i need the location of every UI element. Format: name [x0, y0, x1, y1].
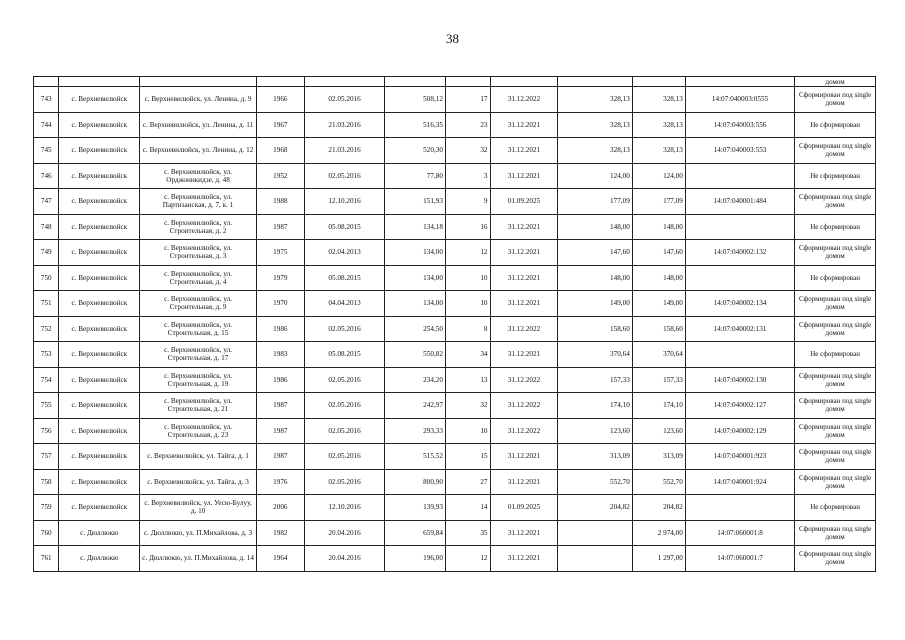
row-count: 3	[445, 163, 490, 189]
row-area: 151,93	[385, 189, 446, 215]
row-value-1: 370,64	[558, 342, 632, 368]
row-deadline: 31.12.2021	[490, 138, 558, 164]
row-count: 34	[445, 342, 490, 368]
row-value-2: 157,33	[632, 367, 685, 393]
table-row	[34, 138, 876, 164]
row-address: с. Верхневилюйск, ул. Строительная, д. 4	[140, 265, 257, 291]
row-number: 744	[34, 112, 59, 138]
row-year: 1975	[256, 240, 304, 266]
row-address: с. Верхневилюйск, ул. Строительная, д. 2	[140, 214, 257, 240]
row-settlement: с. Верхневилюйск	[59, 393, 140, 419]
row-settlement: с. Верхневилюйск	[59, 316, 140, 342]
row-value-2: 147,60	[632, 240, 685, 266]
row-area: 139,93	[385, 495, 446, 521]
row-address: с. Верхневилюйск, ул. Ленина, д. 12	[140, 138, 257, 164]
table-row	[34, 418, 876, 444]
row-deadline: 01.09.2025	[490, 189, 558, 215]
row-value-2: 1 297,00	[632, 546, 685, 572]
row-year: 2006	[256, 495, 304, 521]
row-date: 02.05.2016	[304, 316, 385, 342]
row-settlement: с. Верхневилюйск	[59, 138, 140, 164]
row-status: домом	[795, 77, 876, 87]
row-count: 35	[445, 520, 490, 546]
row-number: 754	[34, 367, 59, 393]
row-status: Не сформирован	[795, 163, 876, 189]
row-area: 800,90	[385, 469, 446, 495]
table-row	[34, 546, 876, 572]
row-count: 32	[445, 138, 490, 164]
row-deadline: 01.09.2025	[490, 495, 558, 521]
row-year: 1968	[256, 138, 304, 164]
table-row	[34, 163, 876, 189]
row-value-1: 552,70	[558, 469, 632, 495]
row-value-2: 149,00	[632, 291, 685, 317]
row-count: 9	[445, 189, 490, 215]
row-settlement: с. Верхневилюйск	[59, 469, 140, 495]
row-year: 1966	[256, 87, 304, 113]
row-date: 02.05.2016	[304, 418, 385, 444]
row-area: 134,18	[385, 214, 446, 240]
row-value-1: 124,00	[558, 163, 632, 189]
row-settlement: с. Дюллюкю	[59, 546, 140, 572]
table-header-row	[34, 77, 876, 87]
row-status: Сформирован под single домом	[795, 138, 876, 164]
row-number: 753	[34, 342, 59, 368]
row-address: с. Верхневилюйск, ул. Строительная, д. 3	[140, 240, 257, 266]
row-value-2: 124,00	[632, 163, 685, 189]
table-row	[34, 112, 876, 138]
row-value-1: 328,13	[558, 87, 632, 113]
row-date: 12.10.2016	[304, 189, 385, 215]
row-year: 1987	[256, 214, 304, 240]
row-number: 748	[34, 214, 59, 240]
table-row	[34, 444, 876, 470]
row-date: 21.03.2016	[304, 112, 385, 138]
row-value-2: 370,64	[632, 342, 685, 368]
row-area: 515,52	[385, 444, 446, 470]
row-year: 1988	[256, 189, 304, 215]
row-address: с. Верхневилюйск, ул. Строительная, д. 23	[140, 418, 257, 444]
row-number: 751	[34, 291, 59, 317]
row-cadastral-number: 14:07:040003:556	[685, 112, 794, 138]
row-settlement: с. Верхневилюйск	[59, 163, 140, 189]
row-value-2: 174,10	[632, 393, 685, 419]
row-cadastral-number	[685, 214, 794, 240]
row-area: 134,00	[385, 291, 446, 317]
row-year: 1982	[256, 520, 304, 546]
row-cadastral-number	[685, 265, 794, 291]
row-count: 10	[445, 418, 490, 444]
table-row	[34, 342, 876, 368]
housing-registry-table	[33, 76, 876, 572]
row-number: 759	[34, 495, 59, 521]
row-value-1: 157,33	[558, 367, 632, 393]
row-date: 02.04.2013	[304, 240, 385, 266]
row-address: с. Дюллюкю, ул. П.Михайлова, д. 14	[140, 546, 257, 572]
table-row	[34, 189, 876, 215]
row-status: Сформирован под single домом	[795, 444, 876, 470]
row-year: 1986	[256, 367, 304, 393]
row-address: с. Верхневилюйск, ул. Строительная, д. 15	[140, 316, 257, 342]
row-address: с. Верхневилюйск, ул. Строительная, д. 19	[140, 367, 257, 393]
row-address: с. Верхневилюйск, ул. Строительная, д. 9	[140, 291, 257, 317]
row-deadline: 31.12.2021	[490, 469, 558, 495]
row-number: 743	[34, 87, 59, 113]
row-deadline: 31.12.2021	[490, 240, 558, 266]
row-cadastral-number: 14:07:040002:129	[685, 418, 794, 444]
row-year: 1976	[256, 469, 304, 495]
row-date: 02.05.2016	[304, 444, 385, 470]
row-status: Сформирован под single домом	[795, 469, 876, 495]
row-address: с. Верхневилюйск, ул. Партизанская, д. 7, к. 1	[140, 189, 257, 215]
table-row	[34, 316, 876, 342]
row-status: Не сформирован	[795, 342, 876, 368]
row-date: 02.05.2016	[304, 87, 385, 113]
row-date: 05.08.2015	[304, 214, 385, 240]
row-status: Не сформирован	[795, 495, 876, 521]
row-value-1: 204,82	[558, 495, 632, 521]
table-row	[34, 291, 876, 317]
row-address: с. Дюллюкю, ул. П.Михайлова, д. 3	[140, 520, 257, 546]
row-cadastral-number	[685, 342, 794, 368]
row-cadastral-number: 14:07:040003:0555	[685, 87, 794, 113]
row-value-2: 158,60	[632, 316, 685, 342]
row-cadastral-number	[685, 163, 794, 189]
row-date: 05.08.2015	[304, 342, 385, 368]
row-value-1: 328,13	[558, 138, 632, 164]
row-number: 755	[34, 393, 59, 419]
row-value-1	[558, 546, 632, 572]
row-cadastral-number	[685, 495, 794, 521]
row-number: 757	[34, 444, 59, 470]
row-count: 32	[445, 393, 490, 419]
row-area: 516,35	[385, 112, 446, 138]
row-area: 77,80	[385, 163, 446, 189]
row-settlement: с. Верхневилюйск	[59, 367, 140, 393]
row-year: 1979	[256, 265, 304, 291]
row-address: с. Верхневилюйск, ул. Тайга, д. 1	[140, 444, 257, 470]
row-area: 242,97	[385, 393, 446, 419]
row-settlement: с. Верхневилюйск	[59, 189, 140, 215]
row-value-2: 204,82	[632, 495, 685, 521]
row-value-2: 123,60	[632, 418, 685, 444]
row-area: 520,30	[385, 138, 446, 164]
row-value-2: 148,00	[632, 214, 685, 240]
table-row	[34, 469, 876, 495]
row-settlement: с. Верхневилюйск	[59, 342, 140, 368]
row-cadastral-number: 14:07:060001:7	[685, 546, 794, 572]
row-year: 1964	[256, 546, 304, 572]
row-count: 17	[445, 87, 490, 113]
row-year: 1967	[256, 112, 304, 138]
row-deadline: 31.12.2022	[490, 418, 558, 444]
row-address: с. Верхневилюйск, ул. Ленина, д. 9	[140, 87, 257, 113]
row-value-1: 148,00	[558, 265, 632, 291]
row-number: 761	[34, 546, 59, 572]
row-date: 21.03.2016	[304, 138, 385, 164]
row-status: Сформирован под single домом	[795, 87, 876, 113]
row-deadline: 31.12.2021	[490, 214, 558, 240]
row-number: 746	[34, 163, 59, 189]
row-status: Не сформирован	[795, 265, 876, 291]
table-row	[34, 265, 876, 291]
row-area: 293,33	[385, 418, 446, 444]
row-number: 747	[34, 189, 59, 215]
row-count: 10	[445, 291, 490, 317]
row-date: 04.04.2013	[304, 291, 385, 317]
row-value-1: 174,10	[558, 393, 632, 419]
row-year: 1987	[256, 418, 304, 444]
table-row	[34, 393, 876, 419]
row-cadastral-number: 14:07:040002:132	[685, 240, 794, 266]
row-date: 12.10.2016	[304, 495, 385, 521]
row-number: 756	[34, 418, 59, 444]
row-year: 1952	[256, 163, 304, 189]
row-count: 27	[445, 469, 490, 495]
row-settlement: с. Верхневилюйск	[59, 112, 140, 138]
row-date: 20.04.2016	[304, 546, 385, 572]
row-year: 1986	[256, 316, 304, 342]
row-status: Сформирован под single домом	[795, 546, 876, 572]
row-address: с. Верхневилюйск, ул. Строительная, д. 21	[140, 393, 257, 419]
row-date: 02.05.2016	[304, 469, 385, 495]
row-date: 05.08.2015	[304, 265, 385, 291]
row-number: 750	[34, 265, 59, 291]
row-settlement: с. Верхневилюйск	[59, 495, 140, 521]
row-number: 760	[34, 520, 59, 546]
row-value-2: 552,70	[632, 469, 685, 495]
row-area: 254,50	[385, 316, 446, 342]
row-status: Не сформирован	[795, 112, 876, 138]
row-settlement: с. Верхневилюйск	[59, 418, 140, 444]
row-number: 758	[34, 469, 59, 495]
table-row	[34, 214, 876, 240]
row-address: с. Верхневилюйск, ул. Орджоникидзе, д. 48	[140, 163, 257, 189]
row-value-1: 328,13	[558, 112, 632, 138]
row-cadastral-number: 14:07:040001:923	[685, 444, 794, 470]
row-year: 1970	[256, 291, 304, 317]
row-cadastral-number: 14:07:040002:134	[685, 291, 794, 317]
row-date: 02.05.2016	[304, 367, 385, 393]
row-value-2: 2 974,00	[632, 520, 685, 546]
row-count: 15	[445, 444, 490, 470]
row-deadline: 31.12.2022	[490, 367, 558, 393]
row-value-2: 328,13	[632, 112, 685, 138]
row-count: 12	[445, 546, 490, 572]
row-area: 134,00	[385, 240, 446, 266]
row-settlement: с. Дюллюкю	[59, 520, 140, 546]
row-date: 02.05.2016	[304, 393, 385, 419]
table-row	[34, 367, 876, 393]
row-date: 20.04.2016	[304, 520, 385, 546]
row-status: Не сформирован	[795, 214, 876, 240]
row-status: Сформирован под single домом	[795, 367, 876, 393]
row-value-1: 149,00	[558, 291, 632, 317]
row-deadline: 31.12.2021	[490, 163, 558, 189]
row-cadastral-number: 14:07:060001:8	[685, 520, 794, 546]
row-status: Сформирован под single домом	[795, 418, 876, 444]
row-count: 10	[445, 265, 490, 291]
row-cadastral-number: 14:07:040002:131	[685, 316, 794, 342]
table-row	[34, 520, 876, 546]
row-deadline: 31.12.2021	[490, 265, 558, 291]
row-value-2: 148,00	[632, 265, 685, 291]
page-number: 38	[446, 31, 459, 46]
row-settlement: с. Верхневилюйск	[59, 214, 140, 240]
row-year: 1987	[256, 444, 304, 470]
row-value-1: 313,09	[558, 444, 632, 470]
row-count: 12	[445, 240, 490, 266]
row-area: 659,84	[385, 520, 446, 546]
row-area: 508,12	[385, 87, 446, 113]
table-row	[34, 240, 876, 266]
row-value-2: 328,13	[632, 87, 685, 113]
row-status: Сформирован под single домом	[795, 291, 876, 317]
row-value-1: 158,60	[558, 316, 632, 342]
table-row	[34, 87, 876, 113]
row-deadline: 31.12.2021	[490, 112, 558, 138]
row-area: 196,00	[385, 546, 446, 572]
row-deadline: 31.12.2021	[490, 546, 558, 572]
row-deadline: 31.12.2021	[490, 520, 558, 546]
row-value-1: 147,60	[558, 240, 632, 266]
row-area: 550,82	[385, 342, 446, 368]
row-address: с. Верхневилюйск, ул. Строительная, д. 17	[140, 342, 257, 368]
row-settlement: с. Верхневилюйск	[59, 265, 140, 291]
row-settlement: с. Верхневилюйск	[59, 444, 140, 470]
row-address: с. Верхневилюйск, ул. Уесю-Булуу, д. 10	[140, 495, 257, 521]
row-address: с. Верхневилюйск, ул. Ленина, д. 11	[140, 112, 257, 138]
row-date: 02.05.2016	[304, 163, 385, 189]
row-count: 23	[445, 112, 490, 138]
table-row	[34, 495, 876, 521]
row-settlement: с. Верхневилюйск	[59, 87, 140, 113]
row-value-2: 328,13	[632, 138, 685, 164]
row-number: 745	[34, 138, 59, 164]
row-cadastral-number: 14:07:040002:130	[685, 367, 794, 393]
row-number: 752	[34, 316, 59, 342]
row-year: 1987	[256, 393, 304, 419]
row-value-1: 123,60	[558, 418, 632, 444]
row-value-2: 177,09	[632, 189, 685, 215]
row-cadastral-number: 14:07:040002:127	[685, 393, 794, 419]
row-count: 14	[445, 495, 490, 521]
row-value-1	[558, 520, 632, 546]
row-settlement: с. Верхневилюйск	[59, 240, 140, 266]
row-deadline: 31.12.2021	[490, 444, 558, 470]
row-cadastral-number: 14:07:040003:553	[685, 138, 794, 164]
row-number: 749	[34, 240, 59, 266]
row-cadastral-number: 14:07:040001:924	[685, 469, 794, 495]
row-cadastral-number: 14:07:040001:484	[685, 189, 794, 215]
row-deadline: 31.12.2021	[490, 342, 558, 368]
row-status: Сформирован под single домом	[795, 520, 876, 546]
row-count: 13	[445, 367, 490, 393]
row-status: Сформирован под single домом	[795, 189, 876, 215]
row-deadline: 31.12.2021	[490, 291, 558, 317]
row-value-1: 148,00	[558, 214, 632, 240]
row-count: 8	[445, 316, 490, 342]
row-deadline: 31.12.2022	[490, 316, 558, 342]
row-deadline: 31.12.2022	[490, 393, 558, 419]
row-status: Сформирован под single домом	[795, 240, 876, 266]
row-address: с. Верхневилюйск, ул. Тайга, д. 3	[140, 469, 257, 495]
row-settlement: с. Верхневилюйск	[59, 291, 140, 317]
row-status: Сформирован под single домом	[795, 393, 876, 419]
row-value-2: 313,09	[632, 444, 685, 470]
row-status: Сформирован под single домом	[795, 316, 876, 342]
row-count: 16	[445, 214, 490, 240]
row-value-1: 177,09	[558, 189, 632, 215]
row-deadline: 31.12.2022	[490, 87, 558, 113]
row-area: 134,00	[385, 265, 446, 291]
row-year: 1983	[256, 342, 304, 368]
row-area: 234,20	[385, 367, 446, 393]
